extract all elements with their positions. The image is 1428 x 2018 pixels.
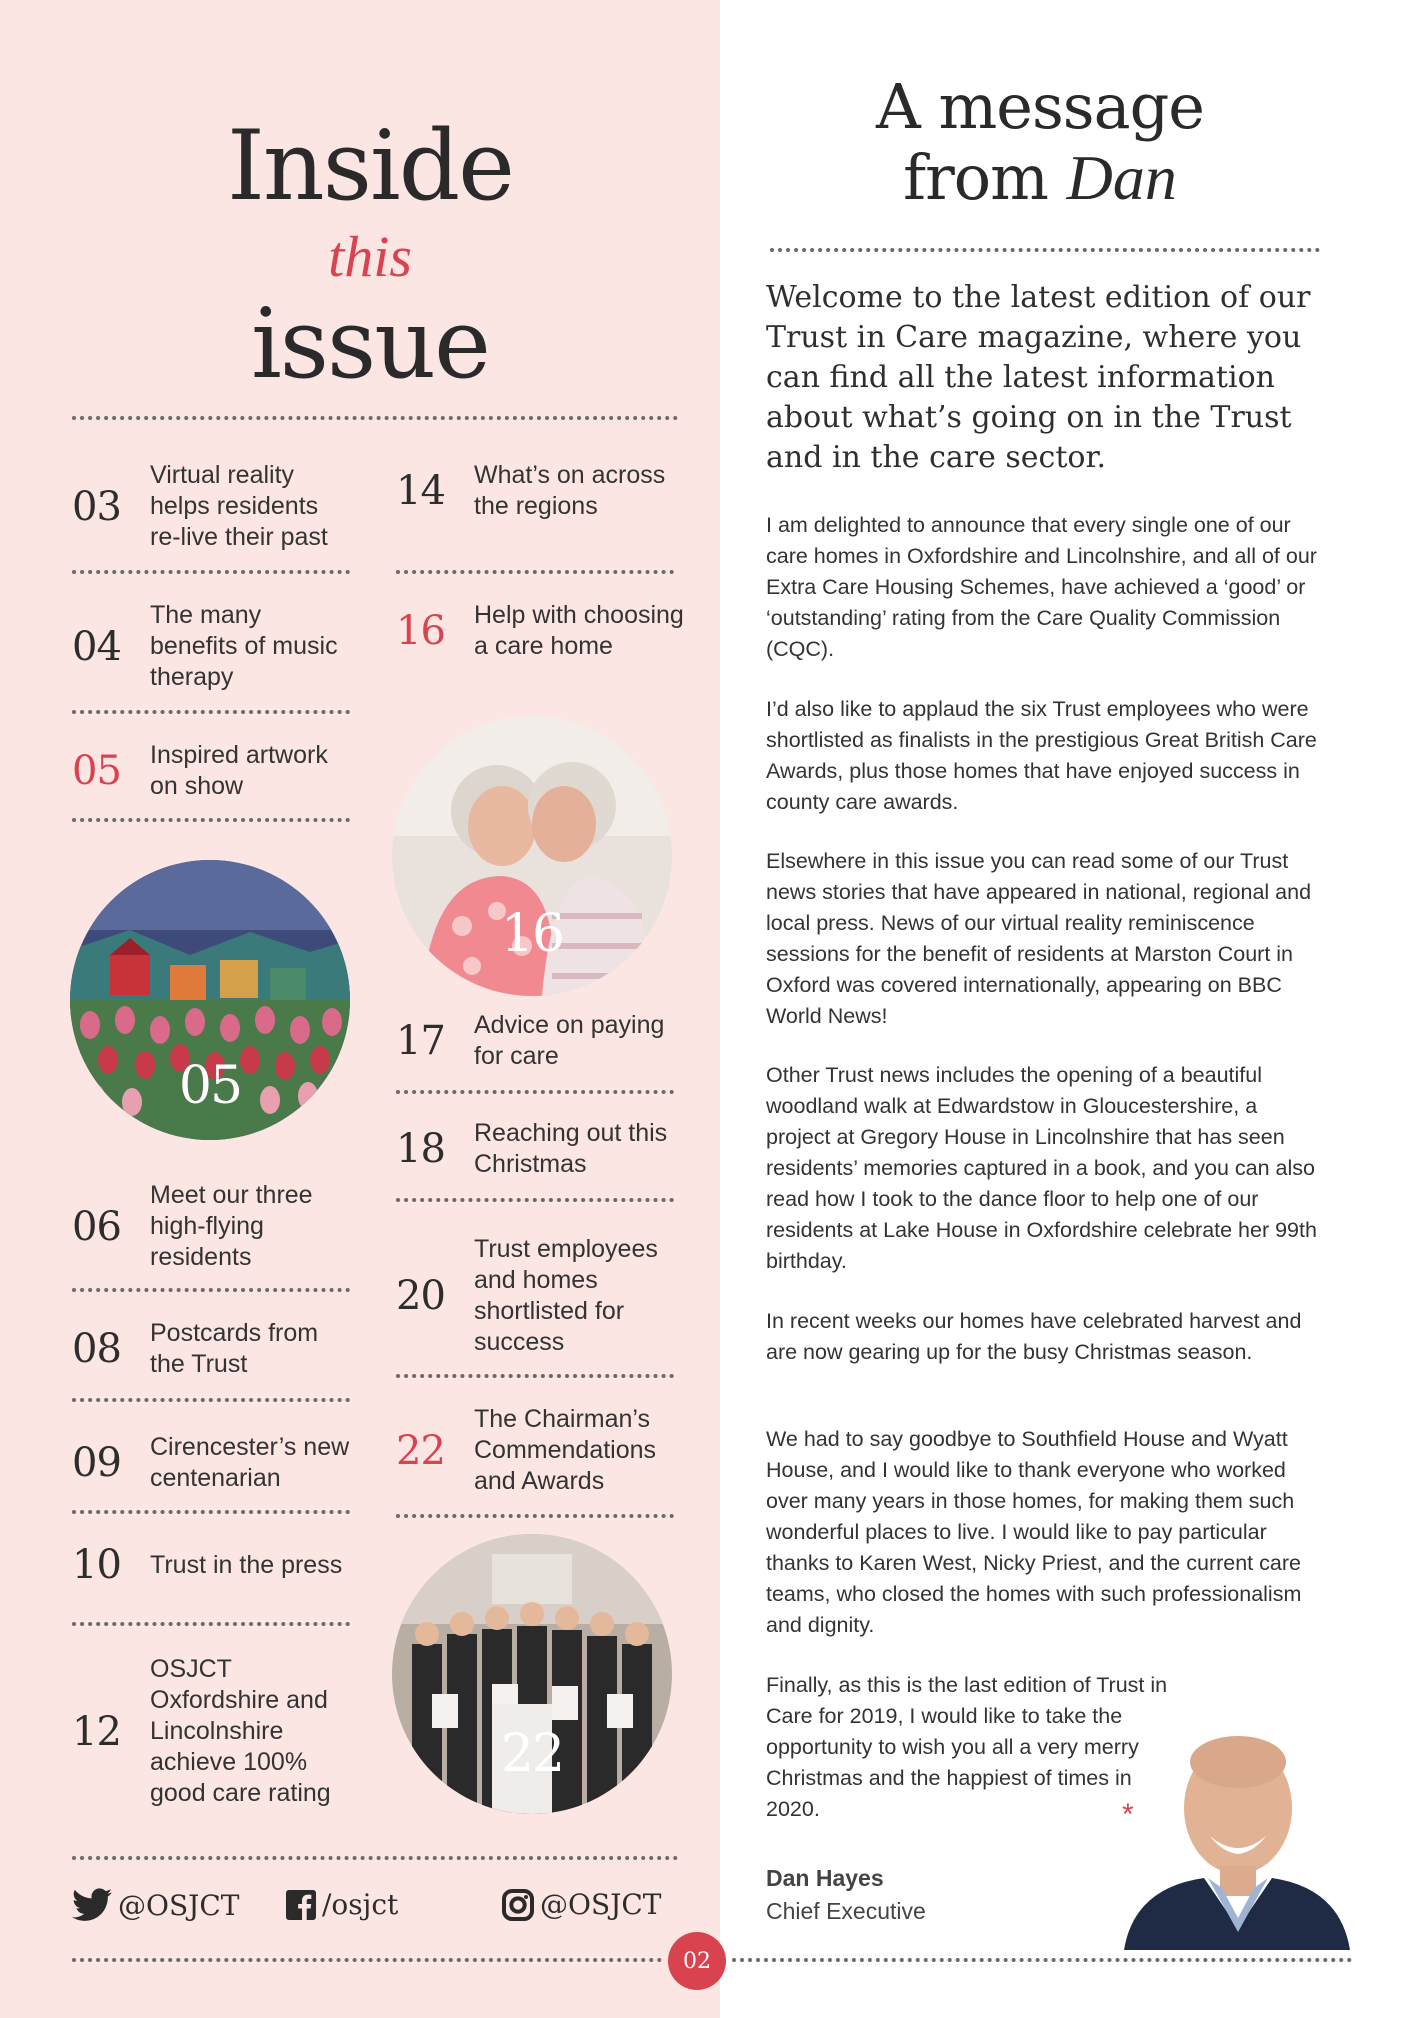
message-title-dan: Dan bbox=[1066, 142, 1177, 213]
divider bbox=[72, 710, 350, 714]
twitter-icon bbox=[72, 1888, 112, 1922]
toc-item-18[interactable] bbox=[396, 1118, 686, 1180]
decorative-asterisk: * bbox=[1122, 1798, 1134, 1831]
toc-number: 03 bbox=[72, 483, 121, 530]
toc-number: 06 bbox=[72, 1203, 121, 1250]
toc-text: The Chairman’s Commendations and Awards bbox=[474, 1405, 657, 1495]
divider bbox=[396, 1374, 674, 1378]
toc-item-10[interactable] bbox=[72, 1542, 352, 1588]
toc-item-12[interactable] bbox=[72, 1654, 352, 1809]
message-title-line1: A message bbox=[876, 70, 1204, 143]
body-paragraph-7: Finally, as this is the last edition of Trust in Care for 2019, I would like to take the opportunity to wish you all a very merry Christmas and the happiest of times in 2020. bbox=[766, 1673, 1168, 1821]
twitter-link[interactable] bbox=[72, 1888, 239, 1922]
body-paragraph-2: I’d also like to applaud the six Trust employees who were shortlisted as finalists in the prestigious Great British Care Awards, plus those homes that have enjoyed success in county care awards. bbox=[766, 697, 1317, 814]
toc-text: What’s on across the regions bbox=[474, 461, 666, 520]
divider bbox=[396, 1090, 674, 1094]
toc-text: Postcards from the Trust bbox=[150, 1319, 319, 1378]
toc-item-04[interactable] bbox=[72, 600, 352, 693]
divider bbox=[72, 1622, 350, 1626]
toc-number: 20 bbox=[396, 1273, 445, 1319]
circle-label: 05 bbox=[178, 1056, 242, 1116]
message-title-from: from bbox=[903, 141, 1048, 214]
facebook-icon bbox=[286, 1889, 316, 1921]
toc-item-20[interactable] bbox=[396, 1234, 686, 1358]
toc-item-06[interactable] bbox=[72, 1180, 352, 1273]
toc-number: 05 bbox=[72, 748, 121, 794]
awards-group-photo bbox=[392, 1534, 672, 1814]
toc-text: Help with choosing a care home bbox=[474, 601, 684, 660]
divider bbox=[72, 416, 678, 420]
toc-item-08[interactable] bbox=[72, 1318, 352, 1380]
twitter-handle: @OSJCT bbox=[118, 1888, 240, 1922]
body-paragraph-5: In recent weeks our homes have celebrated harvest and are now gearing up for the busy Christmas season. bbox=[766, 1309, 1302, 1364]
instagram-icon bbox=[502, 1889, 534, 1921]
body-paragraph-3: Elsewhere in this issue you can read some of our Trust news stories that have appeared in national, regional and local press. News of our virtual reality reminiscence sessions for the benefit of residents at Marston Court in Oxford was covered internationally, appearing on BBC World News! bbox=[766, 849, 1312, 1028]
intro-paragraph: Welcome to the latest edition of our Trust in Care magazine, where you can find all the latest information about what’s going on in the Trust and in the care sector. bbox=[766, 280, 1311, 475]
circle-label: 22 bbox=[500, 1724, 564, 1784]
toc-number: 17 bbox=[396, 1018, 445, 1064]
toc-number: 14 bbox=[396, 468, 445, 514]
instagram-link[interactable] bbox=[502, 1888, 661, 1921]
toc-item-14[interactable] bbox=[396, 460, 686, 522]
toc-item-22[interactable] bbox=[396, 1404, 696, 1497]
toc-text: Cirencester’s new centenarian bbox=[150, 1433, 350, 1492]
toc-text: Trust employees and homes shortlisted for success bbox=[474, 1235, 658, 1356]
toc-number: 04 bbox=[72, 623, 121, 670]
facebook-handle: /osjct bbox=[322, 1888, 399, 1921]
circle-label: 16 bbox=[500, 904, 564, 964]
toc-text: Virtual reality helps residents re-live their past bbox=[150, 461, 328, 551]
toc-text: Meet our three high-flying residents bbox=[150, 1181, 313, 1271]
divider bbox=[72, 818, 350, 822]
toc-item-03[interactable] bbox=[72, 460, 352, 553]
divider bbox=[72, 1398, 350, 1402]
instagram-handle: @OSJCT bbox=[540, 1888, 662, 1921]
toc-text: Advice on paying for care bbox=[474, 1011, 665, 1070]
toc-number: 10 bbox=[72, 1542, 121, 1588]
toc-text: Inspired artwork on show bbox=[150, 741, 328, 800]
toc-item-05[interactable] bbox=[72, 740, 362, 802]
title-inside: Inside bbox=[227, 110, 513, 222]
toc-number: 08 bbox=[72, 1326, 121, 1372]
toc-text: OSJCT Oxfordshire and Lincolnshire achieve 100% good care rating bbox=[150, 1655, 331, 1807]
divider bbox=[72, 1510, 350, 1514]
toc-item-09[interactable] bbox=[72, 1432, 362, 1494]
footer-divider-right bbox=[732, 1958, 1352, 1962]
divider bbox=[396, 1198, 674, 1202]
toc-number: 22 bbox=[396, 1427, 445, 1474]
artwork-photo bbox=[70, 860, 350, 1140]
toc-item-17[interactable] bbox=[396, 1010, 686, 1072]
title-issue: issue bbox=[251, 288, 489, 400]
toc-text: The many benefits of music therapy bbox=[150, 601, 338, 691]
dan-hayes-portrait bbox=[1124, 1728, 1350, 1950]
toc-item-16[interactable] bbox=[396, 600, 686, 662]
divider bbox=[72, 1856, 678, 1860]
divider bbox=[72, 1288, 350, 1292]
toc-number: 16 bbox=[396, 608, 445, 654]
divider bbox=[396, 570, 674, 574]
footer-divider-left bbox=[72, 1958, 662, 1962]
residents-photo bbox=[392, 716, 672, 996]
toc-number: 09 bbox=[72, 1440, 121, 1486]
body-paragraph-6: We had to say goodbye to Southfield House and Wyatt House, and I would like to thank everyone who worked over many years in those homes, for making them such wonderful places to live. I would like to pay particular thanks to Karen West, Nicky Priest, and the current care teams, who closed the homes with such professionalism and dignity. bbox=[766, 1427, 1302, 1637]
toc-number: 18 bbox=[396, 1126, 445, 1172]
signature-name: Dan Hayes bbox=[766, 1865, 884, 1891]
signature-role: Chief Executive bbox=[766, 1898, 926, 1924]
divider bbox=[72, 570, 350, 574]
toc-text: Trust in the press bbox=[150, 1550, 343, 1579]
divider bbox=[770, 248, 1320, 252]
message-title-line2 bbox=[760, 141, 1320, 214]
body-paragraph-4: Other Trust news includes the opening of a beautiful woodland walk at Edwardstow in Gloucestershire, a project at Gregory House in Lincolnshire that has seen residents’ memories captured in a book, and you can also read how I took to the dance floor to help one of our residents at Lake House in Oxfordshire celebrate her 99th birthday. bbox=[766, 1063, 1317, 1273]
divider bbox=[396, 1514, 674, 1518]
page-number-badge: 02 bbox=[668, 1932, 726, 1990]
title-this: this bbox=[328, 224, 412, 289]
facebook-link[interactable] bbox=[286, 1888, 398, 1921]
body-paragraph-1: I am delighted to announce that every single one of our care homes in Oxfordshire and Lincolnshire, and all of our Extra Care Housing Schemes, have achieved a ‘good’ or ‘outstanding’ rating from the Care Quality Commission (CQC). bbox=[766, 513, 1317, 661]
toc-text: Reaching out this Christmas bbox=[474, 1119, 668, 1178]
toc-number: 12 bbox=[72, 1708, 121, 1755]
